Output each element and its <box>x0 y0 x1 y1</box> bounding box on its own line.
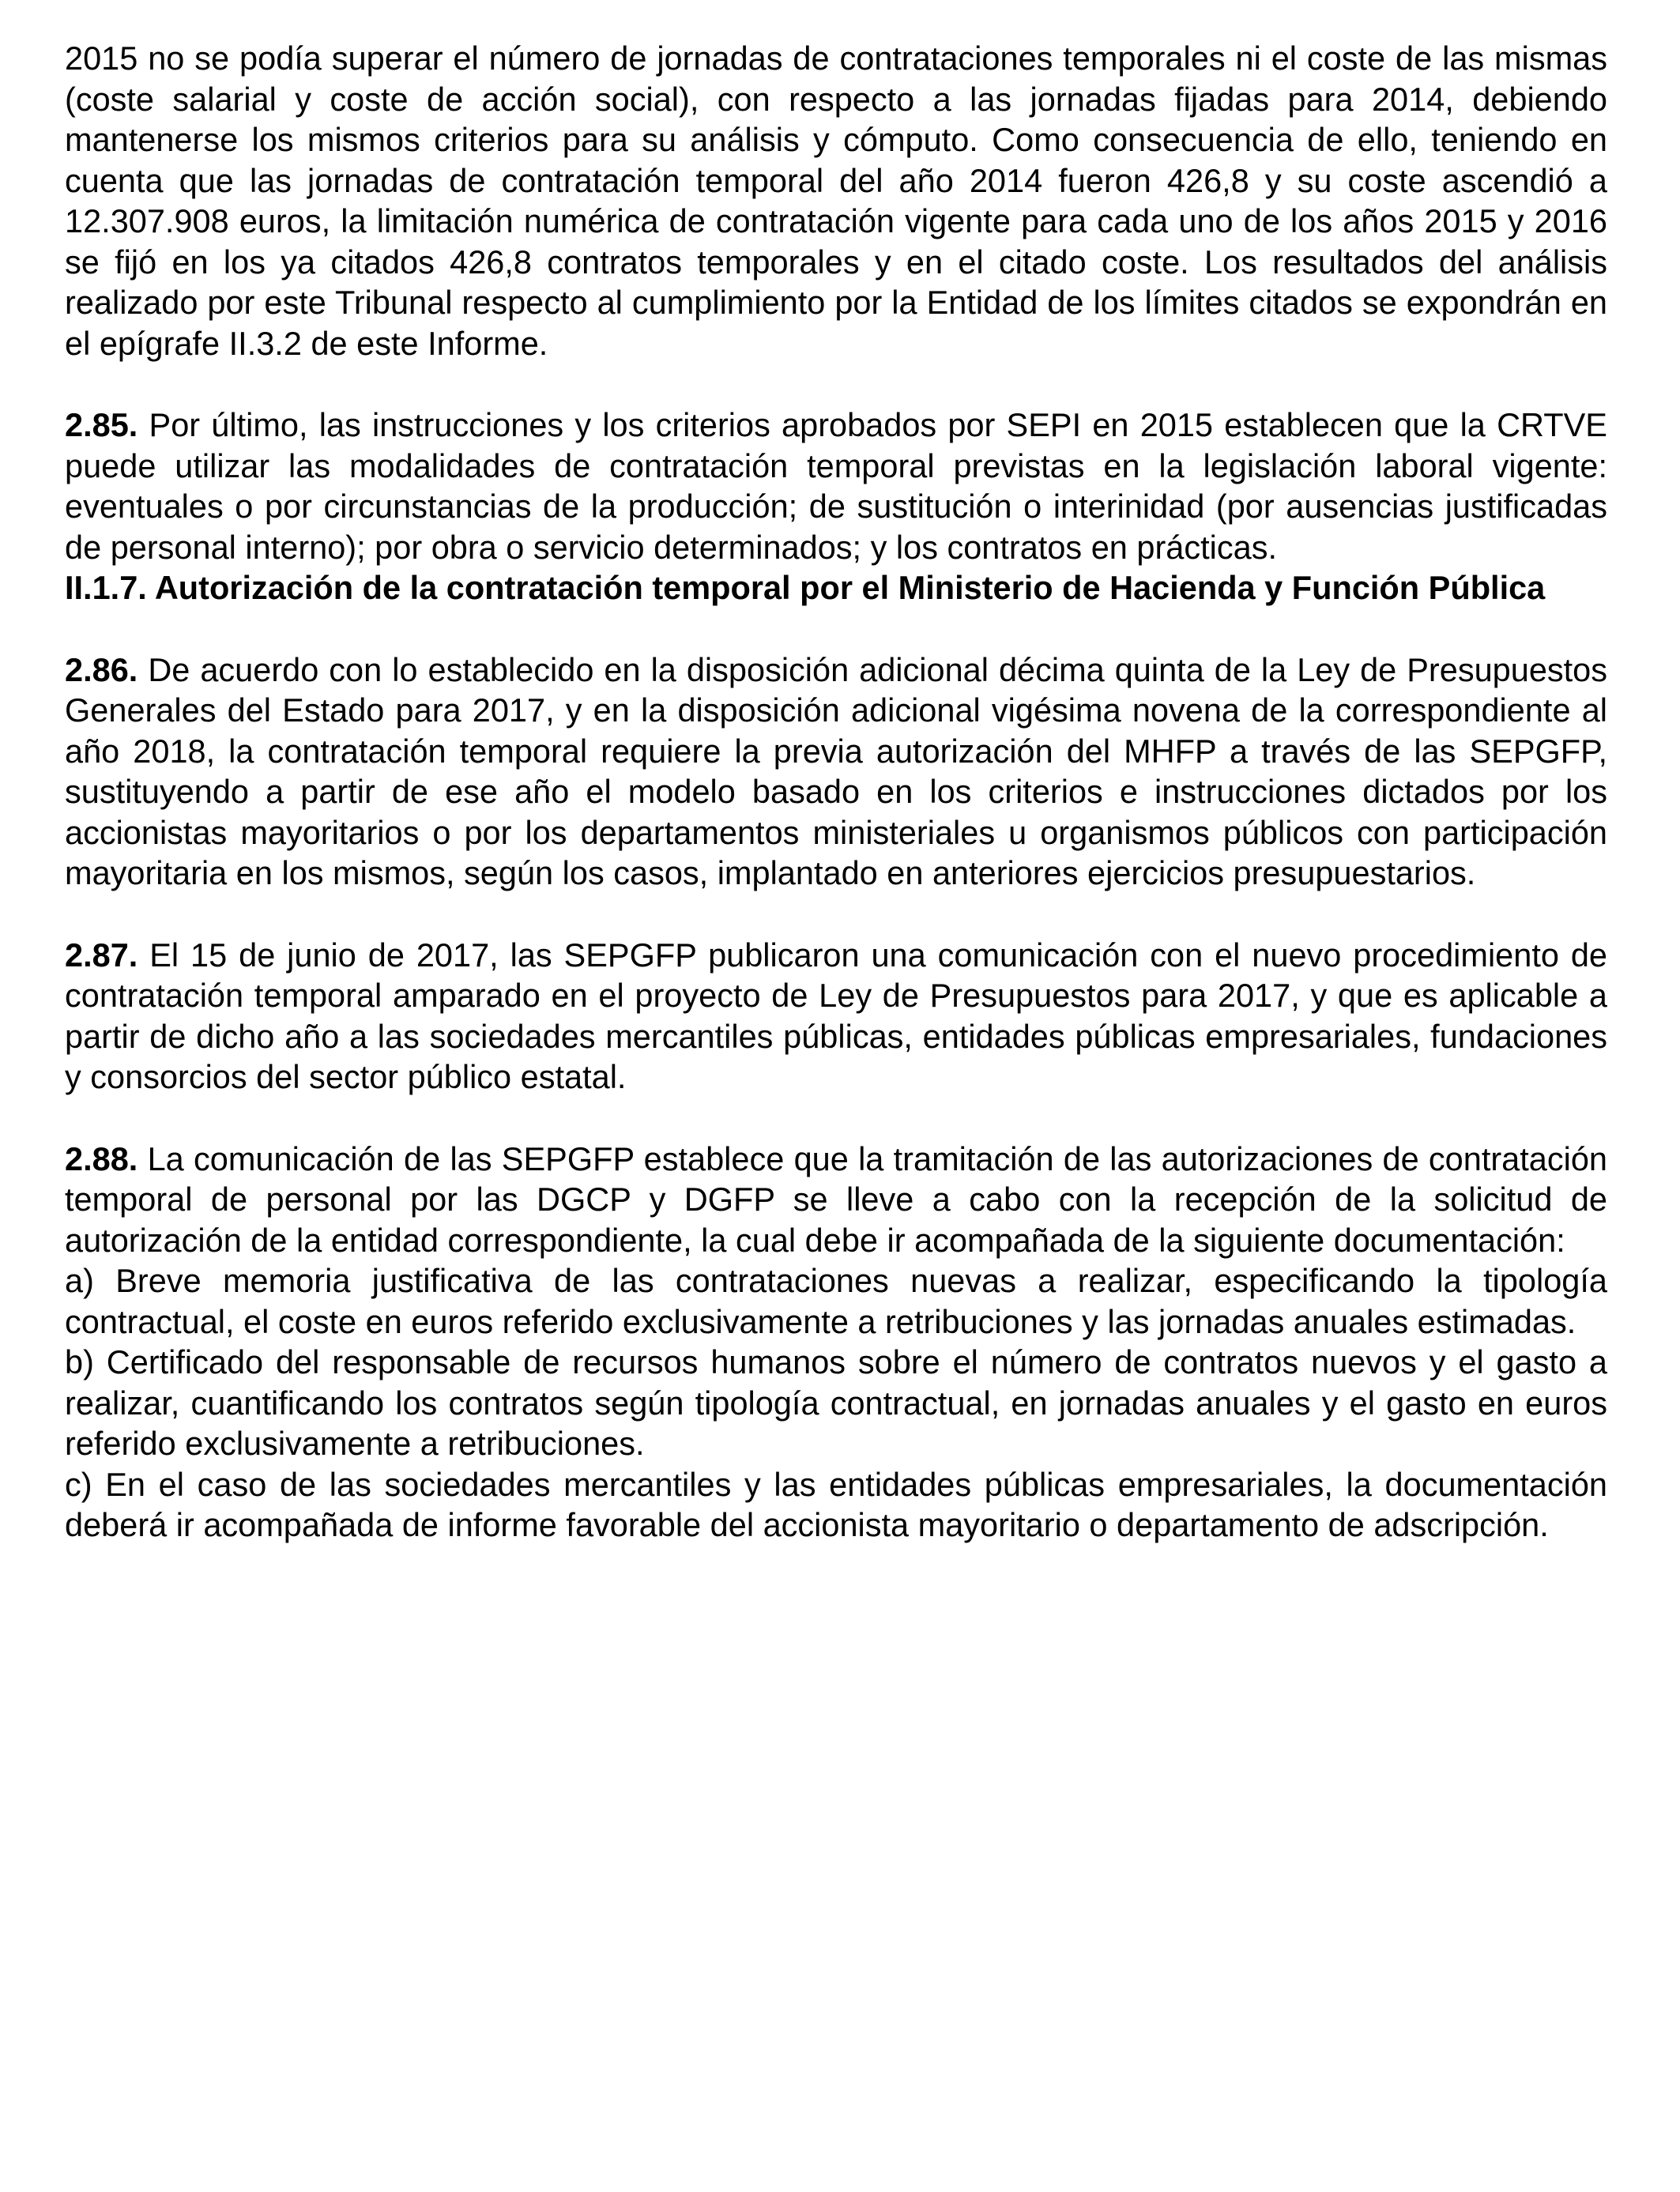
paragraph-number: 2.88. <box>65 1139 138 1177</box>
paragraph-intro <box>65 38 1607 363</box>
document-page <box>65 38 1607 1546</box>
section-heading <box>65 567 1607 608</box>
list-item-c: c) En el caso de las sociedades mercantiles y las entidades públicas empresariales, la documentación deberá ir acompañada de informe favorable del accionista mayoritario o departamento de adscripción. <box>65 1465 1607 1543</box>
paragraph-intro-text: 2015 no se podía superar el número de jornadas de contrataciones temporales ni el coste de las mismas (coste salarial y coste de acción social), con respecto a las jornadas fijadas para 2014, debiendo mantenerse los mismos criterios para su análisis y cómputo. Como consecuencia de ello, teniendo en cuenta que las jornadas de contratación temporal del año 2014 fueron 426,8 y su coste ascendió a 12.307.908 euros, la limitación numérica de contratación vigente para cada uno de los años 2015 y 2016 se fijó en los ya citados 426,8 contratos temporales y en el citado coste. Los resultados del análisis realizado por este Tribunal respecto al cumplimiento por la Entidad de los límites citados se expondrán en el epígrafe II.3.2 de este Informe. <box>65 40 1607 362</box>
paragraph-number: 2.86. <box>65 650 138 688</box>
paragraph-text: La comunicación de las SEPGFP establece que la tramitación de las autorizaciones de contratación temporal de personal por las DGCP y DGFP se lleve a cabo con la recepción de la solicitud de autorización de la entidad correspondiente, la cual debe ir acompañada de la siguiente documentación: <box>65 1139 1607 1259</box>
paragraph-2-85 <box>65 405 1607 567</box>
paragraph-number: 2.85. <box>65 406 138 443</box>
paragraph-number: 2.87. <box>65 936 138 974</box>
section-heading-text: Autorización de la contratación temporal por el Ministerio de Hacienda y Función Pública <box>154 569 1546 606</box>
section-heading-number: II.1.7. <box>65 569 147 606</box>
paragraph-text: Por último, las instrucciones y los criterios aprobados por SEPI en 2015 establecen que la CRTVE puede utilizar las modalidades de contratación temporal previstas en la legislación laboral vigente: eventuales o por circunstancias de la producción; de sustitución o interinidad (por ausencias justificadas de personal interno); por obra o servicio determinados; y los contratos en prácticas. <box>65 406 1607 566</box>
paragraph-2-87 <box>65 935 1607 1098</box>
paragraph-text: El 15 de junio de 2017, las SEPGFP publicaron una comunicación con el nuevo procedimiento de contratación temporal amparado en el proyecto de Ley de Presupuestos para 2017, y que es aplicable a partir de dicho año a las sociedades mercantiles públicas, entidades públicas empresariales, fundaciones y consorcios del sector público estatal. <box>65 936 1608 1095</box>
paragraph-text: De acuerdo con lo establecido en la disposición adicional décima quinta de la Ley de Presupuestos Generales del Estado para 2017, y en la disposición adicional vigésima novena de la correspondiente al año 2018, la contratación temporal requiere la previa autorización del MHFP a través de las SEPGFP, sustituyendo a partir de ese año el modelo basado en los criterios e instrucciones dictados por los accionistas mayoritarios o por los departamentos ministeriales u organismos públicos con participación mayoritaria en los mismos, según los casos, implantado en anteriores ejercicios presupuestarios. <box>65 650 1608 891</box>
paragraph-2-88 <box>65 1139 1607 1261</box>
list-item-b: b) Certificado del responsable de recursos humanos sobre el número de contratos nuevos y el gasto a realizar, cuantificando los contratos según tipología contractual, en jornadas anuales y el gasto en euros referido exclusivamente a retribuciones. <box>65 1343 1607 1462</box>
paragraph-2-86 <box>65 650 1607 894</box>
list-item-a: a) Breve memoria justificativa de las contrataciones nuevas a realizar, especificando la tipología contractual, el coste en euros referido exclusivamente a retribuciones y las jornadas anuales estimadas. <box>65 1262 1607 1340</box>
